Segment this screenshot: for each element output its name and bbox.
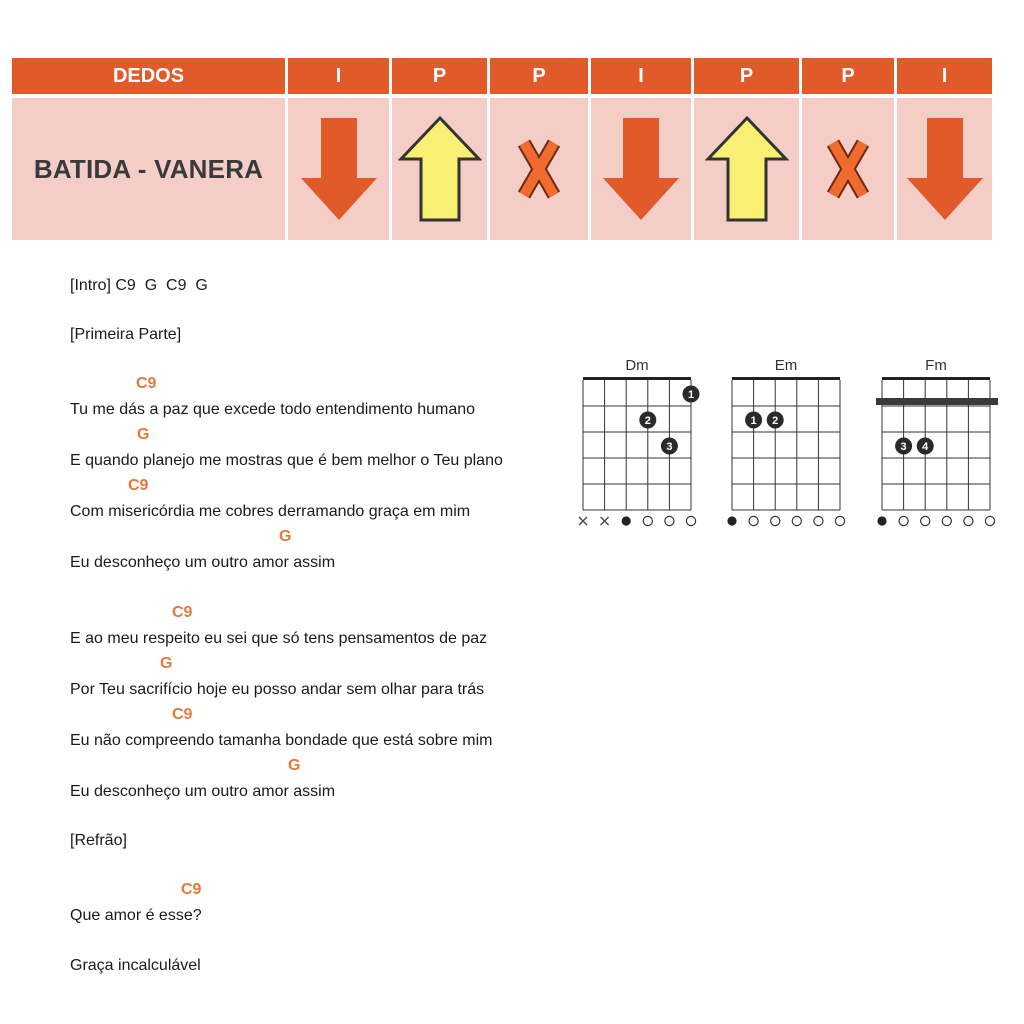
open-string-icon [814,516,823,525]
root-string-icon [877,516,886,525]
finger-number: 1 [687,389,695,401]
open-string-icon [921,516,930,525]
muted-string-icon [579,517,587,525]
finger-number: 3 [666,441,673,453]
lyric-line: Eu desconheço um outro amor assim [70,554,336,571]
strum-row [12,98,992,240]
lyric-line: Que amor é esse? [70,907,202,924]
finger-cell: P [392,58,490,94]
chord-diagrams [575,350,1005,540]
lyric-line: E ao meu respeito eu sei que só tens pensamentos de paz [70,630,488,647]
open-string-icon [749,516,758,525]
up-arrow-icon [398,115,482,223]
finger-number: 1 [750,415,757,427]
chord-diagram-dm [579,357,700,526]
section-heading: [Primeira Parte] [70,326,182,343]
chord-label: G [288,757,301,774]
open-string-icon [835,516,844,525]
stroke-cell [490,98,591,240]
open-string-icon [942,516,951,525]
finger-cell: I [288,58,392,94]
lyric-line: Tu me dás a paz que excede todo entendimento humano [70,401,476,418]
stroke-cell [591,98,694,240]
nut [882,377,990,380]
lyric-line: Com misericórdia me cobres derramando graça em mim [70,503,471,520]
root-string-icon [727,516,736,525]
chord-label: C9 [136,375,157,392]
chord-label: C9 [181,881,202,898]
down-arrow-icon [905,116,985,222]
chord-name: Fm [925,357,947,374]
fingers-header-label: DEDOS [12,58,288,94]
fingers-header-row [12,58,992,94]
down-arrow-icon [299,116,379,222]
chord-diagram-em [727,357,844,526]
finger-number: 2 [772,415,779,427]
stroke-cell [392,98,490,240]
stroke-cell [897,98,992,240]
finger-cell: P [490,58,591,94]
root-string-icon [622,516,631,525]
finger-cell: P [694,58,802,94]
strum-row-label: BATIDA - VANERA [12,98,288,240]
nut [732,377,840,380]
chord-label: C9 [128,477,149,494]
open-string-icon [643,516,652,525]
strum-pattern-table [12,58,992,240]
nut [583,377,691,380]
up-arrow-icon [705,115,789,223]
open-string-icon [899,516,908,525]
finger-cell: I [591,58,694,94]
intro-line: [Intro] C9 G C9 G [70,277,208,294]
chord-label: G [160,655,173,672]
barre-bar [876,398,998,405]
down-arrow-icon [601,116,681,222]
open-string-icon [686,516,695,525]
lyric-line: Graça incalculável [70,957,201,974]
chord-label: G [137,426,150,443]
open-string-icon [985,516,994,525]
lyric-line: Por Teu sacrifício hoje eu posso andar sem olhar para trás [70,681,485,698]
muted-string-icon [601,517,609,525]
stroke-cell [802,98,897,240]
open-string-icon [792,516,801,525]
open-string-icon [964,516,973,525]
mute-x-icon [826,139,870,199]
finger-cell: P [802,58,897,94]
stroke-cell [288,98,392,240]
lyric-line: E quando planejo me mostras que é bem melhor o Teu plano [70,452,503,469]
finger-number: 3 [900,441,907,453]
chord-label: C9 [172,706,193,723]
chord-name: Dm [625,357,649,374]
finger-number: 4 [922,441,929,453]
chord-label: C9 [172,604,193,621]
chord-diagram-fm [876,357,998,526]
mute-x-icon [517,139,561,199]
finger-number: 2 [644,415,651,427]
chord-name: Em [774,357,798,374]
stroke-cell [694,98,802,240]
section-heading: [Refrão] [70,832,127,849]
open-string-icon [665,516,674,525]
open-string-icon [771,516,780,525]
chord-label: G [279,528,292,545]
finger-cell: I [941,64,948,87]
lyric-line: Eu não compreendo tamanha bondade que está sobre mim [70,732,493,749]
lyric-line: Eu desconheço um outro amor assim [70,783,336,800]
